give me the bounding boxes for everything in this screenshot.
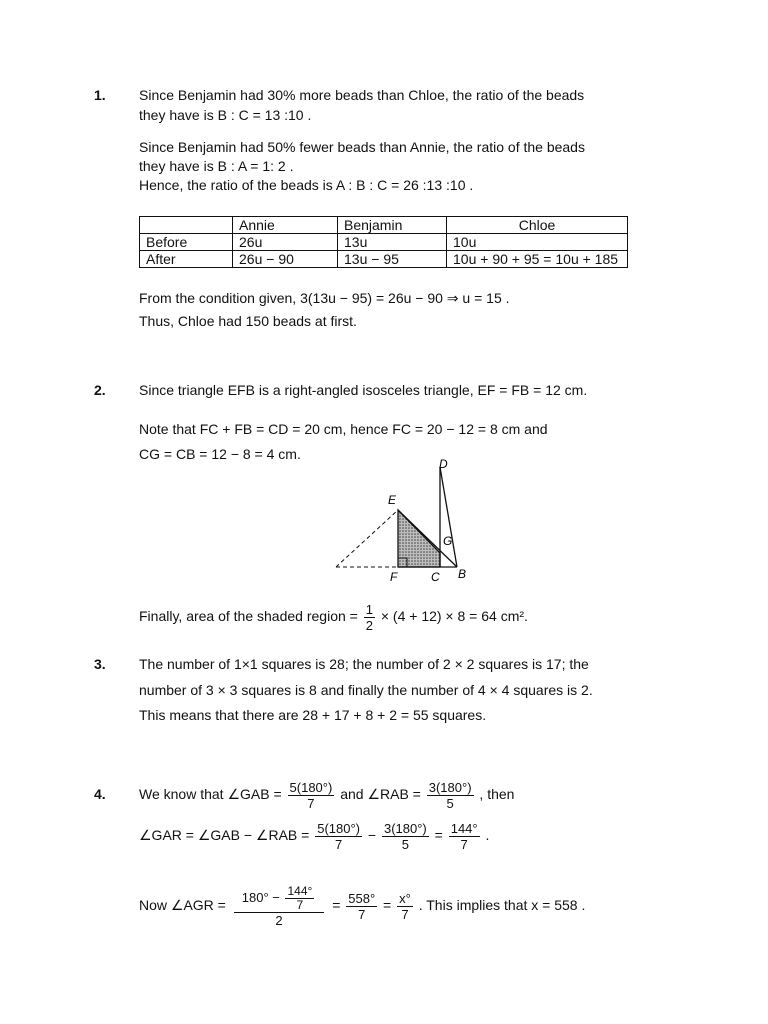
fraction-numerator: 1 <box>365 601 373 617</box>
table-cell: 26u <box>233 234 338 251</box>
problem-3-text-line3: This means that there are 28 + 17 + 8 + 2 = 55 squares. <box>139 707 487 723</box>
table-cell: 13u − 95 <box>338 251 447 268</box>
table-header-cell <box>140 217 233 234</box>
problem-3-number: 3. <box>94 656 106 672</box>
table-cell: 10u <box>447 234 628 251</box>
label-b: B <box>458 567 467 581</box>
fraction-denominator: 2 <box>275 912 283 928</box>
fraction-one-half <box>364 602 375 633</box>
problem-4-line2 <box>139 817 489 853</box>
fraction-denominator: 5 <box>401 836 409 852</box>
table-header-row <box>140 217 628 234</box>
fraction-numerator: x° <box>399 890 411 906</box>
problem-1-conclusion: Thus, Chloe had 150 beads at first. <box>139 313 357 329</box>
problem-1-text-line3: Since Benjamin had 50% fewer beads than Annie, the ratio of the beads <box>139 139 585 155</box>
table-cell: Before <box>140 234 233 251</box>
and-text: and ∠RAB = <box>340 786 421 802</box>
label-c: C <box>431 570 440 584</box>
fraction-agr-3 <box>397 891 413 922</box>
we-know-text: We know that ∠GAB = <box>139 786 282 802</box>
triangle-diagram <box>330 455 480 585</box>
problem-4-number: 4. <box>94 786 106 802</box>
table-row <box>140 251 628 268</box>
fraction-gar-3 <box>449 821 480 852</box>
then-text: , then <box>479 786 515 802</box>
table-header-cell: Annie <box>233 217 338 234</box>
problem-2-final <box>139 598 528 634</box>
dashed-line-left-e <box>336 510 398 567</box>
fraction-rab <box>427 780 474 811</box>
problem-4-line1 <box>139 776 514 812</box>
fraction-inner <box>285 885 314 912</box>
final-suffix: × (4 + 12) × 8 = 64 cm². <box>380 608 528 624</box>
final-prefix: Finally, area of the shaded region = <box>139 608 358 624</box>
fraction-denominator: 7 <box>296 897 304 912</box>
fraction-numerator: 5(180°) <box>317 820 360 836</box>
period: . <box>485 827 490 843</box>
fraction-denominator: 2 <box>365 617 373 633</box>
problem-3-text-line1: The number of 1×1 squares is 28; the number of 2 × 2 squares is 17; the <box>139 656 589 672</box>
beads-table <box>139 216 628 268</box>
label-e: E <box>388 493 397 507</box>
implies-text: . This implies that x = 558 . <box>418 897 586 913</box>
equals-sign: = <box>434 827 443 843</box>
table-row <box>140 234 628 251</box>
problem-1-text-line2: they have is B : C = 13 :10 . <box>139 107 312 123</box>
problem-2-text-line3: CG = CB = 12 − 8 = 4 cm. <box>139 446 301 462</box>
equals-sign: = <box>332 897 341 913</box>
fraction-numerator: 144° <box>450 820 478 836</box>
fraction-denominator: 7 <box>460 836 468 852</box>
problem-2-text-line1: Since triangle EFB is a right-angled isosceles triangle, EF = FB = 12 cm. <box>139 382 588 398</box>
problem-1-text-line5: Hence, the ratio of the beads is A : B : C = 26 :13 :10 . <box>139 177 474 193</box>
table-cell: 13u <box>338 234 447 251</box>
fraction-agr-compound <box>234 885 325 928</box>
table-cell: 26u − 90 <box>233 251 338 268</box>
fraction-agr-2 <box>346 891 377 922</box>
problem-1-text-line1: Since Benjamin had 30% more beads than Chloe, the ratio of the beads <box>139 87 585 103</box>
label-g: G <box>443 534 453 548</box>
fraction-numerator: 3(180°) <box>428 779 472 795</box>
problem-4-line3 <box>139 870 585 940</box>
fraction-numerator: 558° <box>348 890 376 906</box>
table-cell: After <box>140 251 233 268</box>
table-header-cell: Chloe <box>447 217 628 234</box>
problem-2-number: 2. <box>94 382 106 398</box>
fraction-denominator: 7 <box>334 836 343 852</box>
fraction-numerator: 3(180°) <box>383 820 427 836</box>
problem-1-text-line4: they have is B : A = 1: 2 . <box>139 158 294 174</box>
fraction-denominator: 7 <box>307 795 315 811</box>
problem-1-number: 1. <box>94 87 106 103</box>
now-text: Now ∠AGR = <box>139 897 226 913</box>
agr-top-a: 180° − <box>241 889 280 905</box>
gar-lhs: ∠GAR = ∠GAB − ∠RAB = <box>139 827 310 843</box>
label-f: F <box>390 570 398 584</box>
fraction-numerator: 144° <box>287 883 313 898</box>
fraction-denominator: 5 <box>446 795 454 811</box>
table-cell: 10u + 90 + 95 = 10u + 185 <box>447 251 628 268</box>
problem-3-text-line2: number of 3 × 3 squares is 8 and finally the number of 4 × 4 squares is 2. <box>139 682 593 698</box>
line-d-b <box>440 467 457 567</box>
problem-1-condition: From the condition given, 3(13u − 95) = 26u − 90 ⇒ u = 15 . <box>139 290 510 306</box>
label-d: D <box>439 457 448 471</box>
fraction-gab <box>288 780 335 811</box>
minus-sign: − <box>367 827 377 843</box>
table-header-cell: Benjamin <box>338 217 447 234</box>
fraction-numerator <box>234 885 325 913</box>
fraction-gar-1 <box>315 821 362 852</box>
problem-2-text-line2: Note that FC + FB = CD = 20 cm, hence FC = 20 − 12 = 8 cm and <box>139 421 548 437</box>
fraction-gar-2 <box>382 821 429 852</box>
equals-sign: = <box>383 897 392 913</box>
fraction-denominator: 7 <box>358 906 366 922</box>
fraction-denominator: 7 <box>401 906 409 922</box>
fraction-numerator: 5(180°) <box>289 779 333 795</box>
